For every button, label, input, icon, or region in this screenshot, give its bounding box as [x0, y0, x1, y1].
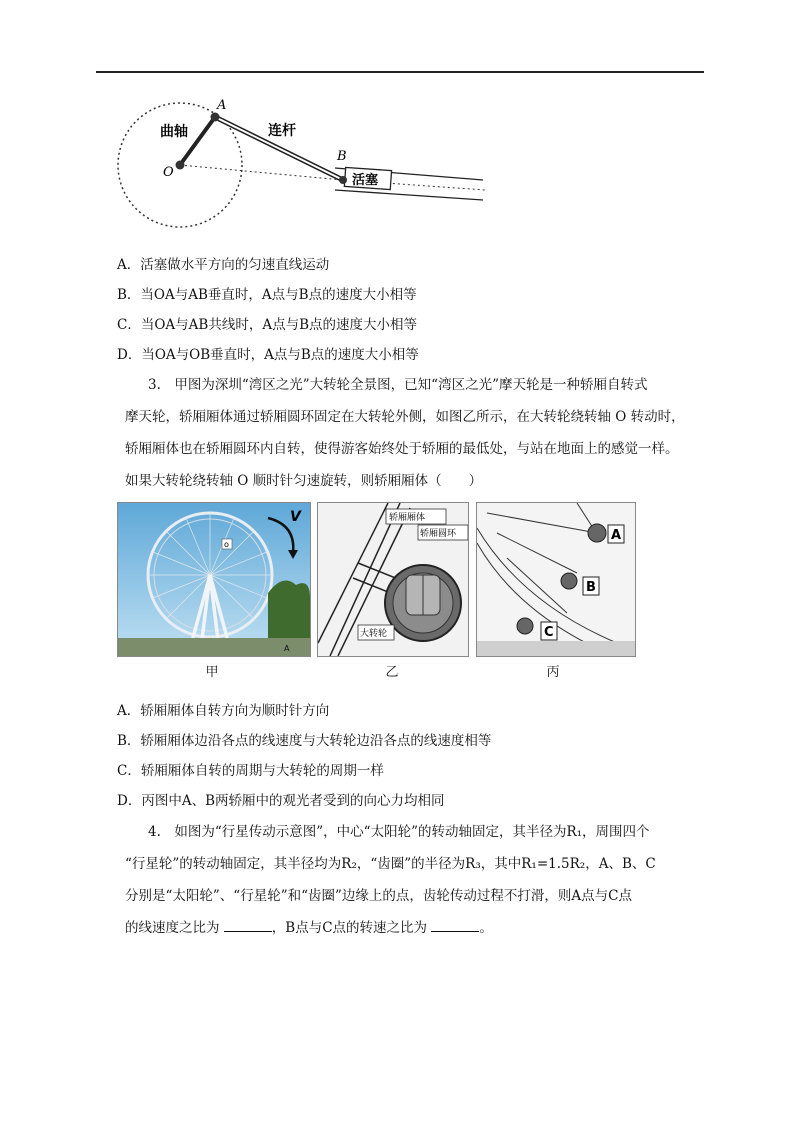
header-rule: [96, 71, 704, 73]
q2-option-b: B．当OA与AB垂直时，A点与B点的速度大小相等: [117, 287, 417, 303]
rod-label: 连杆: [268, 123, 296, 139]
yi-wheel-label: 大转轮: [360, 629, 388, 639]
q4-line-4-part-c: 。: [479, 920, 493, 936]
q3-stem-line-3: 轿厢厢体也在轿厢圆环内自转，使得游客始终处于轿厢的最低处，与站在地面上的感觉一样。: [125, 441, 679, 457]
q3-stem-line-1: 3. 甲图为深圳“湾区之光”大转轮全景图，已知“湾区之光”摩天轮是一种轿厢自转式: [148, 377, 648, 393]
q3-stem-line-4: 如果大转轮绕转轴 O 顺时针匀速旋转，则轿厢厢体（ ）: [125, 473, 483, 489]
point-o-label: O: [163, 165, 174, 180]
bing-b-label: B: [586, 580, 596, 595]
answer-blank-2[interactable]: [431, 918, 479, 932]
q3-option-b: B．轿厢厢体边沿各点的线速度与大转轮边沿各点的线速度相等: [117, 733, 492, 749]
caption-jia: 甲: [205, 665, 219, 680]
three-cabins: [477, 503, 635, 656]
q3-option-d: D．丙图中A、B两轿厢中的观光者受到的向心力均相同: [117, 793, 445, 809]
crank-rod-piston-figure: [105, 90, 495, 240]
q2-option-c: C．当OA与AB共线时，A点与B点的速度大小相等: [117, 317, 417, 333]
bing-c-label: C: [544, 625, 554, 640]
bing-a-label: A: [611, 528, 622, 543]
crank-label: 曲轴: [160, 124, 188, 140]
bing-cabin-b: [561, 573, 577, 589]
point-b-dot: [339, 176, 347, 184]
q3-option-a: A．轿厢厢体自转方向为顺时针方向: [117, 703, 330, 719]
caption-yi: 乙: [385, 665, 399, 680]
yi-cabin-label: 轿厢厢体: [389, 513, 426, 523]
piston-label: 活塞: [352, 173, 379, 188]
q4-line-3: 分别是“太阳轮”、“行星轮”和“齿圈”边缘上的点，齿轮传动过程不打滑，则A点与C点: [125, 888, 632, 904]
q4-line-1: 4. 如图为“行星传动示意图”，中心“太阳轮”的转动轴固定，其半径为R₁，周围四个: [148, 824, 650, 840]
point-b-label: B: [337, 149, 347, 164]
q3-option-c: C．轿厢厢体自转的周期与大转轮的周期一样: [117, 763, 384, 779]
caption-bing: 丙: [546, 665, 560, 680]
q4-line-4: [125, 918, 493, 938]
q4-line-4-part-a: 的线速度之比为: [125, 920, 224, 936]
point-a-dot: [211, 113, 220, 122]
photo-bing: [476, 502, 636, 657]
bing-cabin-c: [517, 618, 533, 634]
point-o-dot: [176, 161, 185, 170]
q4-line-4-part-b: ，B点与C点的转速之比为: [271, 920, 432, 936]
q4-line-2: “行星轮”的转动轴固定，其半径均为R₂，“齿圈”的半径为R₃，其中R₁=1.5R₂，A、B、C: [125, 856, 656, 872]
point-a-label: A: [217, 98, 227, 113]
cabin-closeup: [318, 503, 468, 656]
jia-a-label: A: [284, 644, 290, 653]
q2-option-d: D．当OA与OB垂直时，A点与B点的速度大小相等: [117, 347, 419, 363]
photo-jia: [117, 502, 311, 657]
bing-cabin-a: [588, 524, 606, 542]
answer-blank-1[interactable]: [224, 918, 272, 932]
photo-yi: [317, 502, 469, 657]
yi-ring-label: 轿厢圆环: [420, 529, 457, 539]
cylinder-bottom-wall: [335, 190, 483, 200]
ferris-wheel-panorama: [118, 503, 310, 656]
jia-o-label: o: [224, 540, 229, 549]
q2-option-a: A．活塞做水平方向的匀速直线运动: [117, 257, 330, 273]
q3-stem-line-2: 摩天轮，轿厢厢体通过轿厢圆环固定在大转轮外侧，如图乙所示，在大转轮绕转轴 O 转动时，: [125, 409, 685, 425]
jia-v-label: V: [290, 509, 301, 525]
